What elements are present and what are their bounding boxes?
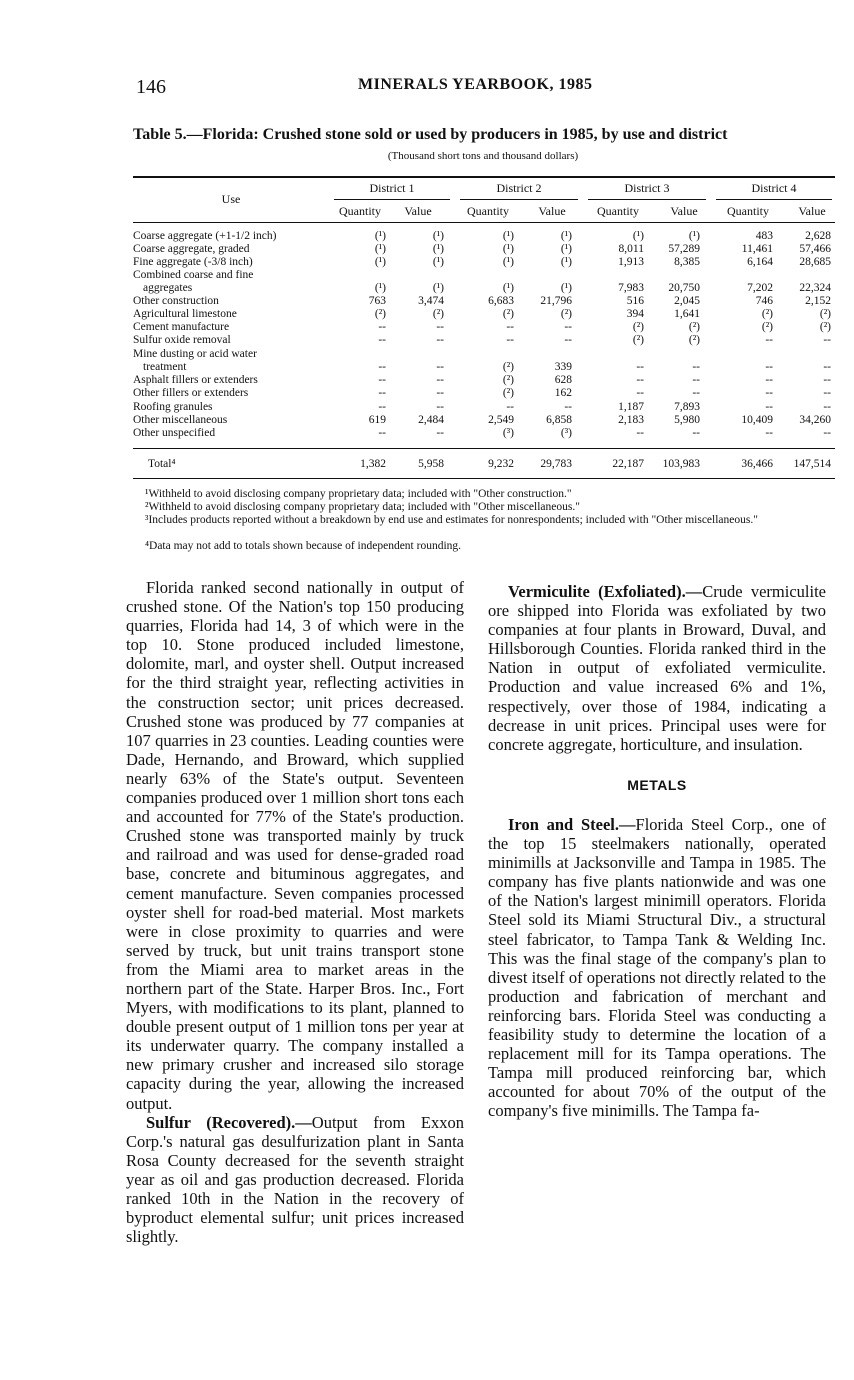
table-cell: (¹)	[632, 230, 644, 242]
table-cell: (²)	[688, 334, 700, 346]
right-column	[488, 582, 826, 1120]
table-cell: 1,641	[674, 308, 700, 320]
table-cell: (²)	[632, 321, 644, 333]
table-cell: 394	[626, 308, 644, 320]
metals-heading: METALS	[627, 776, 687, 793]
total-cell: 1,382	[360, 458, 386, 470]
table-cell: --	[692, 387, 700, 399]
iron-text: Florida Steel Corp., one of the top 15 steelmakers nationally, operated minimills at Jacksonville and Tampa in 1985. The company has five plants nationwide and was one of the Nation's largest minimill operators. Florida Steel sold its Miami Structural Div., a structural steel fabricator, to Tampa Tank & Welding Inc. This was the final stage of the company's plan to divest itself of operations not directly related to the production and fabrication of merchant and reinforcing bars. Florida Steel was conducting a feasibility study to determine the location of a replacement mill for its Tampa operations. The Tampa mill produced reinforcing bar, which accounted for about 70% of the output of the company's five minimills. The Tampa fa-	[488, 814, 826, 1121]
table-cell: --	[636, 374, 644, 386]
table-cell: (³)	[560, 427, 572, 439]
table-cell: 5,980	[674, 414, 700, 426]
table-cell: 57,466	[799, 243, 831, 255]
row-label: Mine dusting or acid water	[133, 348, 257, 360]
table-cell: 339	[554, 361, 572, 373]
table-cell: (¹)	[374, 282, 386, 294]
table-cell: (²)	[819, 308, 831, 320]
table-cell: (²)	[761, 321, 773, 333]
table-cell: (²)	[632, 334, 644, 346]
row-label: treatment	[143, 361, 187, 373]
table-cell: (²)	[432, 308, 444, 320]
table-cell: 6,164	[747, 256, 773, 268]
table-cell: --	[823, 387, 831, 399]
table-cell: --	[436, 401, 444, 413]
row-label: Fine aggregate (-3/8 inch)	[133, 256, 253, 268]
paragraph-crushed-stone: Florida ranked second nationally in output of crushed stone. Of the Nation's top 150 producing quarries, Florida had 14, 3 of which were in the top 10. Stone produced included limestone, dolomite, marl, and oyster shell. Output increased for the third straight year, reflecting activities in the construction sector; unit prices decreased. Crushed stone was produced by 77 companies at 107 quarries in 23 counties. Leading counties were Dade, Hernando, and Broward, which supplied nearly 63% of the State's output. Seventeen companies produced over 1 million short tons each and accounted for 77% of the State's production. Crushed stone was transported mainly by truck and railroad and was used for dense-graded road base, concrete and bituminous aggregates, and cement manufacture. Seven companies processed oyster shell for road-bed material. Most markets were in close proximity to quarries and were served by truck, but unit trains transport stone from the Miami area to market areas in the northern part of the State. Harper Bros. Inc., Fort Myers, with modifications to its plant, planned to double present output of 1 million tons per year at its underwater quarry. The company installed a new primary crusher and increased silo storage capacity during the year, allowing the increased output.	[126, 578, 464, 1113]
table-cell: --	[823, 427, 831, 439]
table-cell: --	[823, 374, 831, 386]
table-cell: 7,983	[618, 282, 644, 294]
vermiculite-text: Crude vermiculite ore shipped into Florida was exfoliated by two companies at four plants in Broward, Duval, and Hillsborough Counties. Florida ranked third in the Nation in output of exfoliated vermiculite. Production and value increased 6% and 1%, respectively, over those of 1984, indicating a decrease in unit prices. Principal uses were for concrete aggregate, horticulture, and insulation.	[488, 582, 826, 754]
table-cell: --	[378, 361, 386, 373]
table-cell: --	[765, 361, 773, 373]
table-cell: --	[506, 401, 514, 413]
row-label: Roofing granules	[133, 401, 213, 413]
table-cell: (²)	[502, 374, 514, 386]
total-cell: 29,783	[540, 458, 572, 470]
table-cell: 11,461	[741, 243, 773, 255]
table-cell: 6,858	[546, 414, 572, 426]
table-cell: (¹)	[374, 230, 386, 242]
table-cell: 162	[554, 387, 572, 399]
district-rule	[588, 199, 706, 200]
table-cell: --	[436, 374, 444, 386]
footnote: ²Withheld to avoid disclosing company proprietary data; included with "Other miscellaneous."	[145, 501, 580, 513]
table-cell: --	[765, 334, 773, 346]
table-cell: 2,549	[488, 414, 514, 426]
table-cell: (¹)	[502, 282, 514, 294]
table-cell: 21,796	[540, 295, 572, 307]
row-label: Other fillers or extenders	[133, 387, 249, 399]
table-cell: --	[636, 387, 644, 399]
table-cell: --	[564, 401, 572, 413]
row-label: Agricultural limestone	[133, 308, 237, 320]
table-cell: 8,011	[618, 243, 644, 255]
table-cell: --	[506, 334, 514, 346]
district-rule	[460, 199, 578, 200]
paragraph-vermiculite	[488, 582, 826, 754]
table-cell: --	[636, 361, 644, 373]
table-cell: 22,324	[799, 282, 831, 294]
table-cell: --	[378, 374, 386, 386]
column-subheader: Value	[538, 204, 566, 218]
total-cell: 9,232	[488, 458, 514, 470]
footnote: ³Includes products reported without a breakdown by end use and estimates for nonrespondents; included with "Other miscellaneous."	[145, 514, 758, 526]
table-cell: 8,385	[674, 256, 700, 268]
table-cell: 20,750	[668, 282, 700, 294]
table-cell: --	[378, 401, 386, 413]
iron-heading: Iron and Steel.—	[508, 814, 636, 834]
table-cell: --	[436, 334, 444, 346]
column-subheader: Quantity	[339, 204, 381, 218]
table-cell: (²)	[688, 321, 700, 333]
use-header: Use	[221, 192, 241, 206]
district-header: District 2	[496, 181, 542, 195]
table-cell: --	[378, 427, 386, 439]
table-cell: 6,683	[488, 295, 514, 307]
paragraph-sulfur	[126, 1113, 464, 1247]
table-cell: --	[692, 361, 700, 373]
district-rule	[716, 199, 832, 200]
table-cell: (¹)	[688, 230, 700, 242]
table-cell: (¹)	[374, 243, 386, 255]
total-cell: 5,958	[418, 458, 444, 470]
table-cell: (¹)	[560, 230, 572, 242]
page-number: 146	[136, 76, 166, 98]
table-cell: (¹)	[432, 243, 444, 255]
table-cell: --	[436, 387, 444, 399]
table-subtitle: (Thousand short tons and thousand dollars)	[387, 150, 579, 162]
table-cell: --	[436, 361, 444, 373]
table-cell: 10,409	[741, 414, 773, 426]
table-cell: (²)	[761, 308, 773, 320]
table-cell: 2,183	[618, 414, 644, 426]
sulfur-heading: Sulfur (Recovered).—	[146, 1112, 312, 1132]
table-cell: (³)	[502, 427, 514, 439]
table-cell: (²)	[502, 387, 514, 399]
table-cell: 1,913	[618, 256, 644, 268]
table-cell: --	[765, 427, 773, 439]
column-subheader: Value	[798, 204, 826, 218]
row-label: Coarse aggregate, graded	[133, 243, 250, 255]
row-label: Other miscellaneous	[133, 414, 228, 426]
header-rule	[133, 222, 835, 223]
column-subheader: Value	[670, 204, 698, 218]
table-cell: (¹)	[432, 282, 444, 294]
table-cell: 763	[368, 295, 386, 307]
vermiculite-heading: Vermiculite (Exfoliated).—	[508, 582, 703, 601]
table-cell: --	[636, 427, 644, 439]
table-cell: --	[436, 427, 444, 439]
table-cell: (¹)	[502, 256, 514, 268]
total-label: Total⁴	[148, 458, 176, 470]
table-cell: --	[436, 321, 444, 333]
row-label: Cement manufacture	[133, 321, 230, 333]
total-rule	[133, 448, 835, 449]
district-rule	[334, 199, 450, 200]
table-cell: --	[765, 401, 773, 413]
total-cell: 22,187	[612, 458, 644, 470]
table-cell: 619	[368, 414, 386, 426]
table-cell: (¹)	[560, 256, 572, 268]
district-header: District 1	[369, 181, 415, 195]
table-cell: --	[692, 374, 700, 386]
table-cell: (²)	[502, 308, 514, 320]
table-cell: (¹)	[432, 230, 444, 242]
total-cell: 36,466	[741, 458, 773, 470]
table-cell: (¹)	[502, 243, 514, 255]
table-cell: 57,289	[668, 243, 700, 255]
table-cell: --	[765, 387, 773, 399]
table-cell: 2,045	[674, 295, 700, 307]
table-cell: (¹)	[374, 256, 386, 268]
table-cell: (²)	[819, 321, 831, 333]
table-cell: (¹)	[502, 230, 514, 242]
table-cell: --	[378, 387, 386, 399]
running-title: MINERALS YEARBOOK, 1985	[358, 76, 593, 93]
table-cell: 483	[755, 230, 773, 242]
table-title: Table 5.—Florida: Crushed stone sold or used by producers in 1985, by use and district	[133, 126, 728, 143]
table-cell: 1,187	[618, 401, 644, 413]
table-cell: --	[823, 401, 831, 413]
table-cell: --	[823, 361, 831, 373]
table-bottom-rule	[133, 478, 835, 479]
table-cell: (²)	[560, 308, 572, 320]
table-cell: --	[692, 427, 700, 439]
district-header: District 3	[624, 181, 670, 195]
row-label: Sulfur oxide removal	[133, 334, 231, 346]
table-cell: (¹)	[560, 282, 572, 294]
column-subheader: Value	[404, 204, 432, 218]
footnote: ¹Withheld to avoid disclosing company proprietary data; included with "Other construction."	[145, 488, 572, 500]
table-cell: 7,202	[747, 282, 773, 294]
row-label: aggregates	[143, 282, 193, 294]
table-cell: 34,260	[799, 414, 831, 426]
table-cell: --	[564, 321, 572, 333]
total-cell: 103,983	[662, 458, 700, 470]
table-cell: --	[378, 334, 386, 346]
sulfur-text: Output from Exxon Corp.'s natural gas desulfurization plant in Santa Rosa County decreased for the seventh straight year as oil and gas production decreased. Florida ranked 10th in the Nation in the recovery of byproduct elemental sulfur; unit prices increased slightly.	[126, 1112, 464, 1247]
table-cell: (¹)	[560, 243, 572, 255]
table-cell: --	[506, 321, 514, 333]
table-cell: --	[765, 374, 773, 386]
table-cell: 2,152	[805, 295, 831, 307]
total-cell: 147,514	[793, 458, 831, 470]
table-cell: 3,474	[418, 295, 444, 307]
table-cell: --	[378, 321, 386, 333]
table-cell: 2,628	[805, 230, 831, 242]
district-header: District 4	[751, 181, 797, 195]
table-cell: 7,893	[674, 401, 700, 413]
row-label: Coarse aggregate (+1-1/2 inch)	[133, 230, 277, 242]
table-cell: 746	[755, 295, 773, 307]
table-cell: (¹)	[432, 256, 444, 268]
column-subheader: Quantity	[597, 204, 639, 218]
row-label: Other construction	[133, 295, 219, 307]
table-cell: 2,484	[418, 414, 444, 426]
left-column	[126, 578, 464, 1246]
table-cell: --	[564, 334, 572, 346]
row-label: Asphalt fillers or extenders	[133, 374, 258, 386]
row-label: Other unspecified	[133, 427, 216, 439]
table-cell: 516	[626, 295, 644, 307]
footnote: ⁴Data may not add to totals shown because of independent rounding.	[145, 540, 462, 552]
paragraph-iron-steel	[488, 815, 826, 1121]
column-subheader: Quantity	[467, 204, 509, 218]
column-subheader: Quantity	[727, 204, 769, 218]
row-label: Combined coarse and fine	[133, 269, 254, 281]
table-cell: (²)	[374, 308, 386, 320]
table-cell: 28,685	[799, 256, 831, 268]
table-cell: (²)	[502, 361, 514, 373]
table-cell: --	[823, 334, 831, 346]
table-top-rule	[133, 176, 835, 178]
table-cell: 628	[554, 374, 572, 386]
